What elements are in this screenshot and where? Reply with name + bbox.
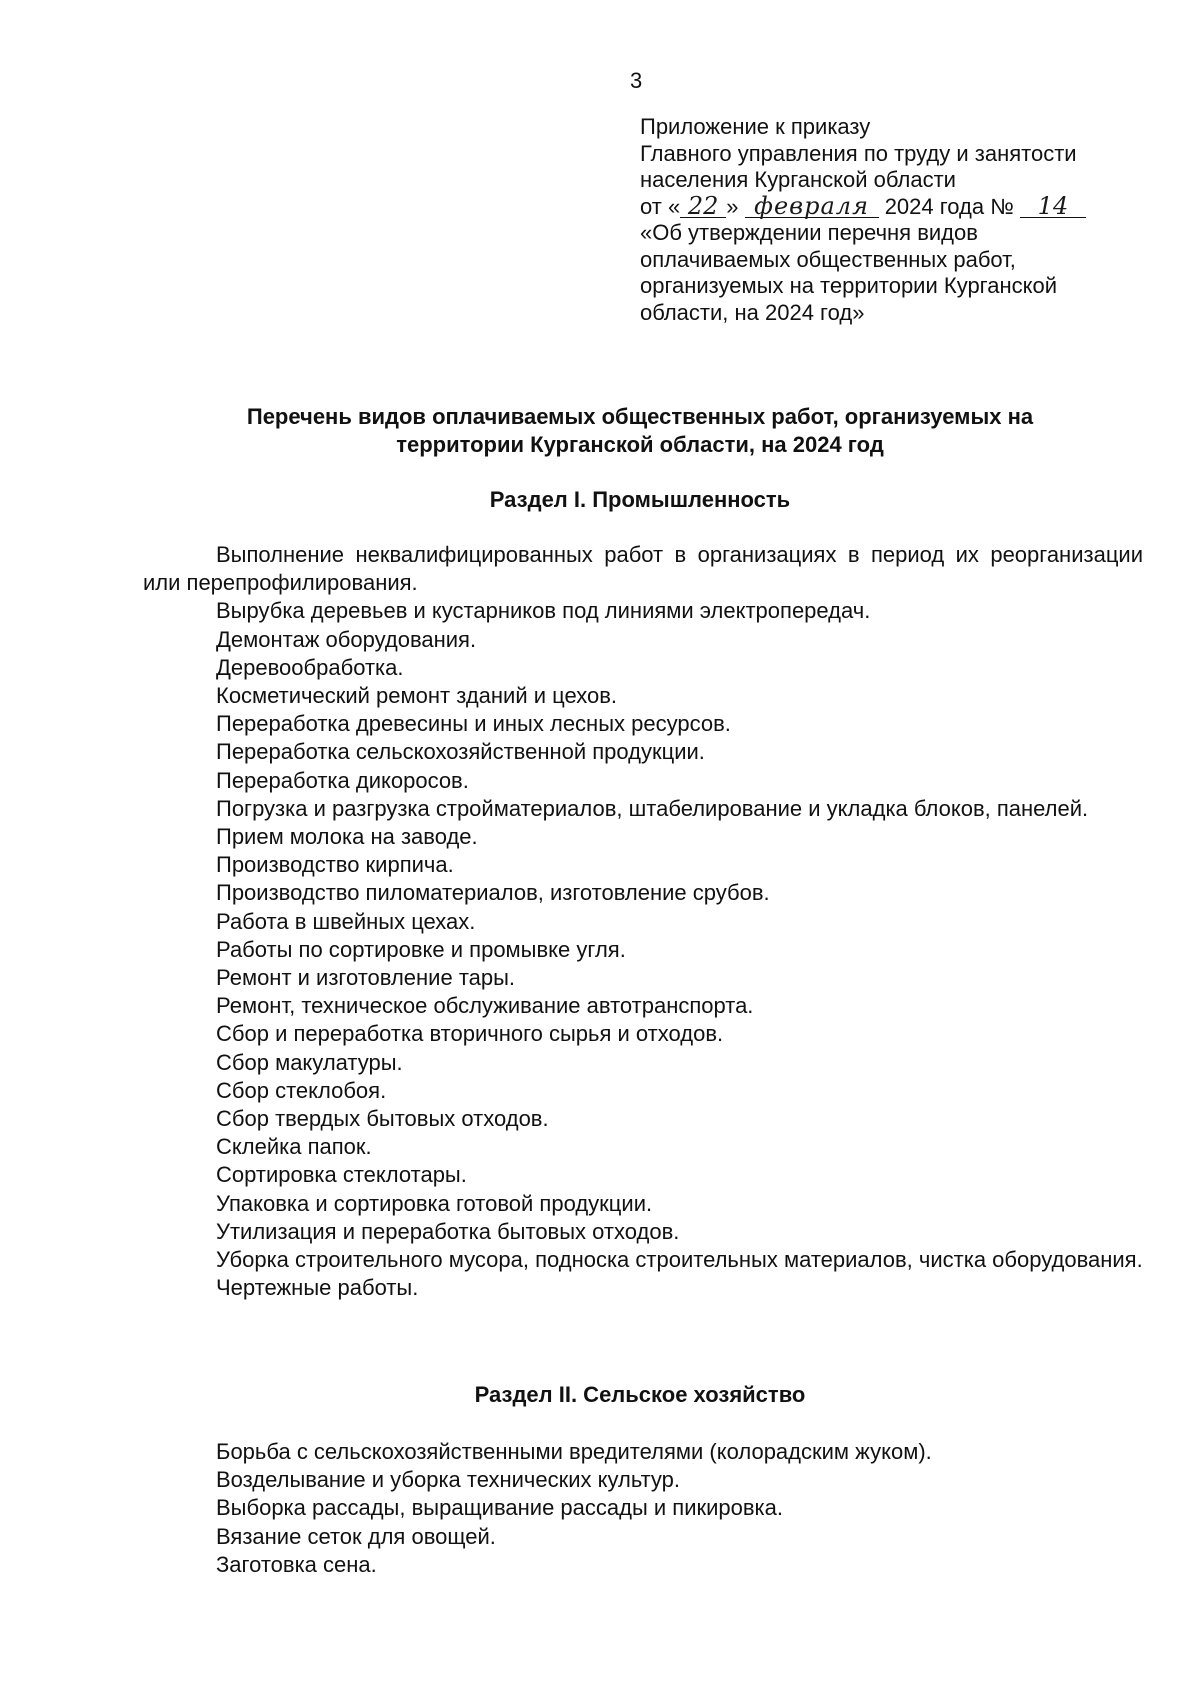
- list-item: Выполнение неквалифицированных работ в организациях в период их реорганизации или перепрофилирования.: [143, 542, 1143, 596]
- list-item: Косметический ремонт зданий и цехов.: [216, 683, 618, 709]
- list-item: Деревообработка.: [216, 654, 404, 680]
- list-item: Прием молока на заводе.: [216, 824, 478, 850]
- document-title-line: Перечень видов оплачиваемых общественных работ, организуемых на: [246, 404, 1034, 429]
- section-1-list: [143, 541, 1143, 1302]
- appendix-line: населения Курганской области: [640, 167, 956, 192]
- list-item: Уборка строительного мусора, подноска строительных материалов, чистка оборудования.: [216, 1247, 1143, 1273]
- list-item: Производство кирпича.: [216, 852, 454, 878]
- appendix-date-line: [640, 191, 1140, 221]
- list-item: Сбор макулатуры.: [216, 1049, 403, 1075]
- appendix-subject-line: оплачиваемых общественных работ,: [640, 246, 1016, 272]
- list-item: Борьба с сельскохозяйственными вредителями (колорадским жуком).: [216, 1439, 932, 1464]
- list-item: Выборка рассады, выращивание рассады и пикировка.: [216, 1495, 784, 1521]
- list-item: Возделывание и уборка технических культур.: [216, 1467, 681, 1493]
- list-item: Утилизация и переработка бытовых отходов.: [216, 1218, 680, 1244]
- section-2-list: [143, 1438, 1143, 1579]
- list-item: Вязание сеток для овощей.: [216, 1523, 496, 1549]
- appendix-subject-line: «Об утверждении перечня видов: [640, 220, 978, 245]
- list-item: Сбор и переработка вторичного сырья и отходов.: [216, 1021, 724, 1047]
- appendix-line: Главного управления по труду и занятости: [640, 140, 1077, 166]
- list-item: Демонтаж оборудования.: [216, 626, 477, 652]
- appendix-subject-line: организуемых на территории Курганской: [640, 273, 1058, 298]
- document-title-line: территории Курганской области, на 2024 год: [396, 432, 884, 457]
- list-item: Ремонт, техническое обслуживание автотранспорта.: [216, 993, 754, 1019]
- appendix-header: [640, 114, 1140, 326]
- list-item: Работа в швейных цехах.: [216, 908, 476, 934]
- date-prefix: от «: [640, 193, 681, 219]
- handwritten-month: февраля: [745, 195, 879, 218]
- handwritten-day: 22: [680, 195, 726, 218]
- section-2-title: Раздел II. Сельское хозяйство: [474, 1382, 806, 1407]
- handwritten-order-number: 14: [1020, 195, 1086, 218]
- list-item: Погрузка и разгрузка стройматериалов, штабелирование и укладка блоков, панелей.: [216, 795, 1089, 821]
- list-item: Вырубка деревьев и кустарников под линиями электропередач.: [216, 598, 871, 624]
- list-item: Производство пиломатериалов, изготовление срубов.: [216, 880, 770, 906]
- appendix-subject-line: области, на 2024 год»: [640, 299, 865, 325]
- page-number: 3: [630, 68, 643, 93]
- date-mid: »: [726, 193, 739, 219]
- list-item: Сбор стеклобоя.: [216, 1077, 387, 1103]
- list-item: Переработка дикоросов.: [216, 767, 469, 793]
- list-item: Сбор твердых бытовых отходов.: [216, 1106, 549, 1132]
- list-item: Упаковка и сортировка готовой продукции.: [216, 1190, 653, 1216]
- document-title: [130, 403, 1150, 459]
- year-text: 2024 года №: [884, 193, 1014, 219]
- section-1-title: Раздел I. Промышленность: [489, 487, 791, 512]
- list-item: Склейка папок.: [216, 1134, 372, 1160]
- list-item: Работы по сортировке и промывке угля.: [216, 936, 626, 962]
- list-item: Ремонт и изготовление тары.: [216, 965, 516, 991]
- list-item: Переработка древесины и иных лесных ресурсов.: [216, 711, 731, 737]
- appendix-line: Приложение к приказу: [640, 114, 871, 139]
- list-item: Заготовка сена.: [216, 1551, 377, 1577]
- list-item: Чертежные работы.: [216, 1275, 419, 1301]
- list-item: Переработка сельскохозяйственной продукции.: [216, 739, 705, 765]
- list-item: Сортировка стеклотары.: [216, 1162, 467, 1188]
